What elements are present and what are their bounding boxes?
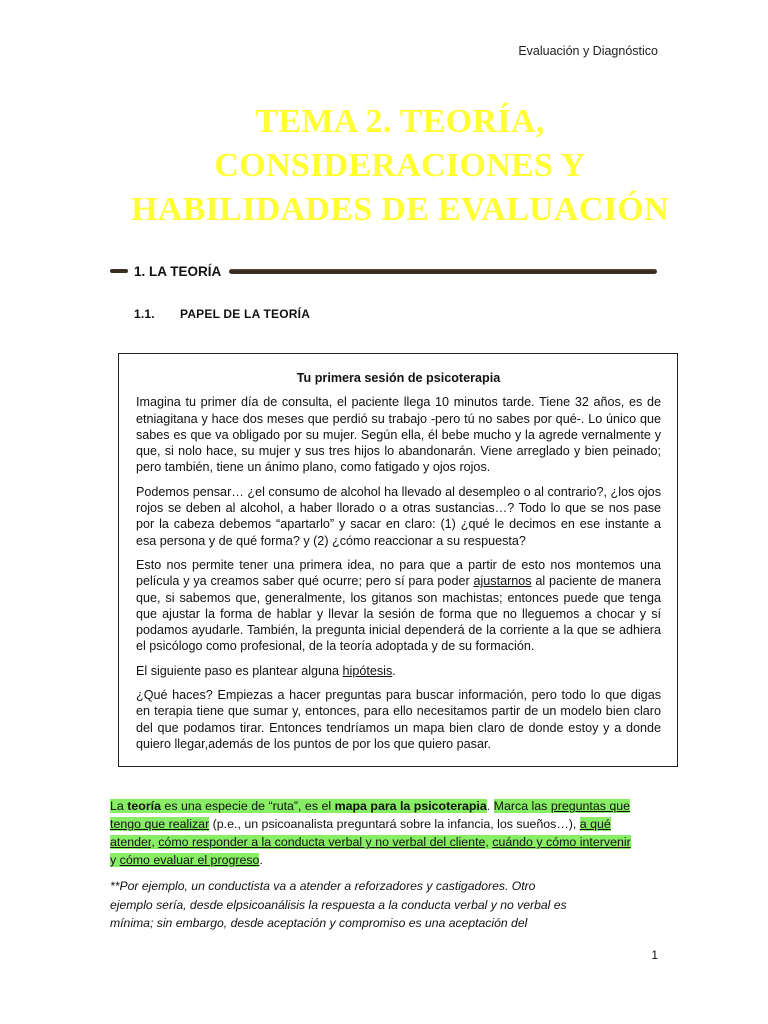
case-paragraph-1: Imagina tu primer día de consulta, el paciente llega 10 minutos tarde. Tiene 32 años, es de etniagitana y hace dos meses que perdió su trabajo -pero tú no sabes por qué-. Lo único que sabes es que va obligado por su mujer. Según ella, él bebe mucho y la agrede vernalmente y que, si nolo hace, su mujer y sus tres hijos lo abandonarán. Viene arreglado y bien peinado; pero también, tiene un ánimo plano, como fatigado y ojos rojos. [136,395,661,475]
highlight-preguntas: preguntas que tengo que realizar [110,799,631,831]
highlight-a-que-atender: a qué atender [110,817,611,849]
highlight-teoria: teoría [127,799,161,813]
text-run: (p.e., un psicoanalista preguntará sobre la infancia, los sueños…), [209,817,580,831]
text-run: Marca las [493,799,551,813]
text-run: y [110,853,120,867]
highlight-como-responder: cómo responder a la conducta verbal y no verbal del cliente [158,835,486,849]
text-run: Esto nos permite tener una primera idea, no para que a partir de esto nos montemos una película y ya creamos saber qué ocurre; pero sí para poder [136,557,661,589]
example-note: **Por ejemplo, un conductista va a atender a reforzadores y castigadores. Otro ejemplo sería, desde elpsicoanálisis la respuesta a la conducta verbal y no verbal es mínima; sin embargo, desde aceptación y compromiso es una aceptación del [110,879,567,930]
text-run: al paciente de manera que, si sabemos que, generalmente, los gitanos son machistas; entonces puede que tenga que ajustar la forma de hablar y llevar la sesión de forma que no lleguemos a chocar y sí podamos ayudarle. También, la pregunta inicial dependerá de la corriente a la que se adhiera el psicólogo como profesional, de la teoría adoptada y de su formación. [136,574,661,654]
case-paragraph-4 [136,663,661,679]
subsection-title: PAPEL DE LA TEORÍA [180,307,311,321]
theory-summary-paragraph [110,797,635,869]
heading-rule-left [110,269,128,273]
underlined-term-hipotesis: hipótesis [342,663,393,678]
heading-rule-right [229,269,657,274]
subsection-heading [134,307,310,321]
text-run: La [110,799,128,813]
section-heading-row [110,262,657,280]
running-header: Evaluación y Diagnóstico [518,44,658,58]
title-line-2: CONSIDERACIONES Y [214,147,586,184]
text-run: , [151,835,159,849]
subsection-number: 1.1. [134,307,155,321]
title-line-3: HABILIDADES DE EVALUACIÓN [131,191,669,228]
case-box [118,353,678,767]
case-paragraph-2: Podemos pensar… ¿el consumo de alcohol ha llevado al desempleo o al contrario?, ¿los ojos rojos se deben al alcohol, a haber llorado o a otras sustancias…? Todo lo que se nos pase por la cabeza debemos “apartarlo” y sacar en claro: (1) ¿qué le decimos en ese instante a esa persona y de qué forma? y (2) ¿cómo reaccionar a su respuesta? [136,484,661,548]
highlight-evaluar-progreso: cómo evaluar el progreso [119,853,260,867]
text-run: . [259,853,263,867]
title-line-1: TEMA 2. TEORÍA, [255,103,545,140]
text-run: , [485,835,493,849]
case-box-title: Tu primera sesión de psicoterapia [296,371,501,385]
case-paragraph-3 [136,557,661,655]
text-run: El siguiente paso es plantear alguna [136,663,343,678]
case-paragraph-5: ¿Qué haces? Empiezas a hacer preguntas para buscar información, pero todo lo que digas en terapia tiene que sumar y, entonces, para ello necesitamos partir de un modelo bien claro del que podamos tirar. Entonces tendríamos un mapa bien claro de donde estoy y a donde quiero llegar,además de los puntos de por los que quiero pasar. [136,688,661,751]
underlined-term-ajustarnos: ajustarnos [473,574,532,589]
section-heading: 1. LA TEORÍA [134,263,222,279]
document-title [100,100,700,232]
highlight-mapa: mapa para la psicoterapia [334,799,487,813]
text-run: es una especie de “ruta”, es el [160,799,335,813]
text-run: . [486,799,494,813]
highlight-cuando-intervenir: cuándo y cómo intervenir [492,835,631,849]
page-number: 1 [651,948,658,962]
text-run: . [392,663,396,678]
